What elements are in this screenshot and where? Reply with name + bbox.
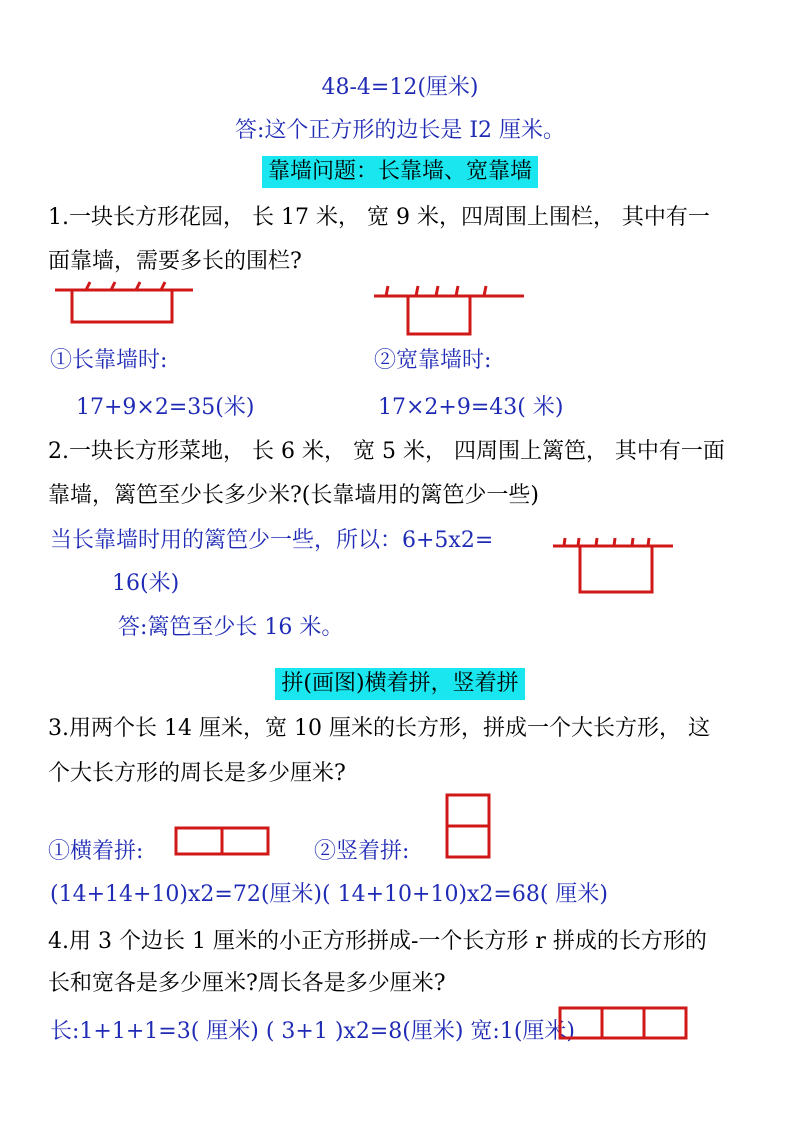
q1-option1-label: ①长靠墙时: xyxy=(50,348,168,373)
q3-option1-label: ①横着拼: xyxy=(48,839,144,864)
q1-width-wall-diagram xyxy=(374,282,534,342)
q3-vertical-combine-diagram xyxy=(445,793,495,863)
q2-answer-line1: 当长靠墙时用的篱笆少一些，所以：6+5x2= xyxy=(50,528,494,553)
q1-option1-calc: 17+9×2=35(米) xyxy=(76,395,255,420)
header-answer: 答:这个正方形的边长是 I2 厘米。 xyxy=(234,118,566,143)
section-heading-wall xyxy=(0,156,800,188)
q4-text-line2: 长和宽各是多少厘米?周长各是多少厘米? xyxy=(48,971,446,996)
section-heading-wall-text: 靠墙问题：长靠墙、宽靠墙 xyxy=(262,156,538,188)
q1-length-wall-diagram xyxy=(55,282,205,332)
q1-option2-calc: 17×2+9=43( 米) xyxy=(378,395,564,420)
q2-text-line2: 靠墙，篱笆至少长多少米?(长靠墙用的篱笆少一些) xyxy=(48,483,539,508)
section-heading-combine xyxy=(0,668,800,700)
q3-horizontal-combine-diagram xyxy=(174,826,274,860)
q4-three-squares-diagram xyxy=(558,1006,693,1042)
q4-text-line1: 4.用 3 个边长 1 厘米的小正方形拼成-一个长方形 r 拼成的长方形的 xyxy=(48,929,707,954)
q3-calc: (14+14+10)x2=72(厘米)( 14+10+10)x2=68( 厘米) xyxy=(50,882,609,907)
section-heading-combine-text: 拼(画图)横着拼，竖着拼 xyxy=(275,668,524,700)
q1-text-line2: 面靠墙，需要多长的围栏? xyxy=(48,249,302,274)
q3-option2-label: ②竖着拼: xyxy=(314,839,410,864)
header-calc: 48-4=12(厘米) xyxy=(321,75,479,100)
q2-answer-line2: 16(米) xyxy=(112,571,180,596)
q1-text-line1: 1.一块长方形花园， 长 17 米， 宽 9 米，四周围上围栏， 其中有一 xyxy=(48,205,710,230)
q2-wall-diagram xyxy=(553,534,683,598)
q3-text-line1: 3.用两个长 14 厘米，宽 10 厘米的长方形，拼成一个大长方形， 这 xyxy=(48,716,710,741)
q2-answer-line3: 答:篱笆至少长 16 米。 xyxy=(118,615,344,640)
q1-option2-label: ②宽靠墙时: xyxy=(374,348,492,373)
q2-text-line1: 2.一块长方形菜地， 长 6 米， 宽 5 米， 四周围上篱笆， 其中有一面 xyxy=(48,439,725,464)
q3-text-line2: 个大长方形的周长是多少厘米? xyxy=(48,761,346,786)
q4-calc: 长:1+1+1=3( 厘米) ( 3+1 )x2=8(厘米) 宽:1(厘米) xyxy=(50,1019,576,1044)
